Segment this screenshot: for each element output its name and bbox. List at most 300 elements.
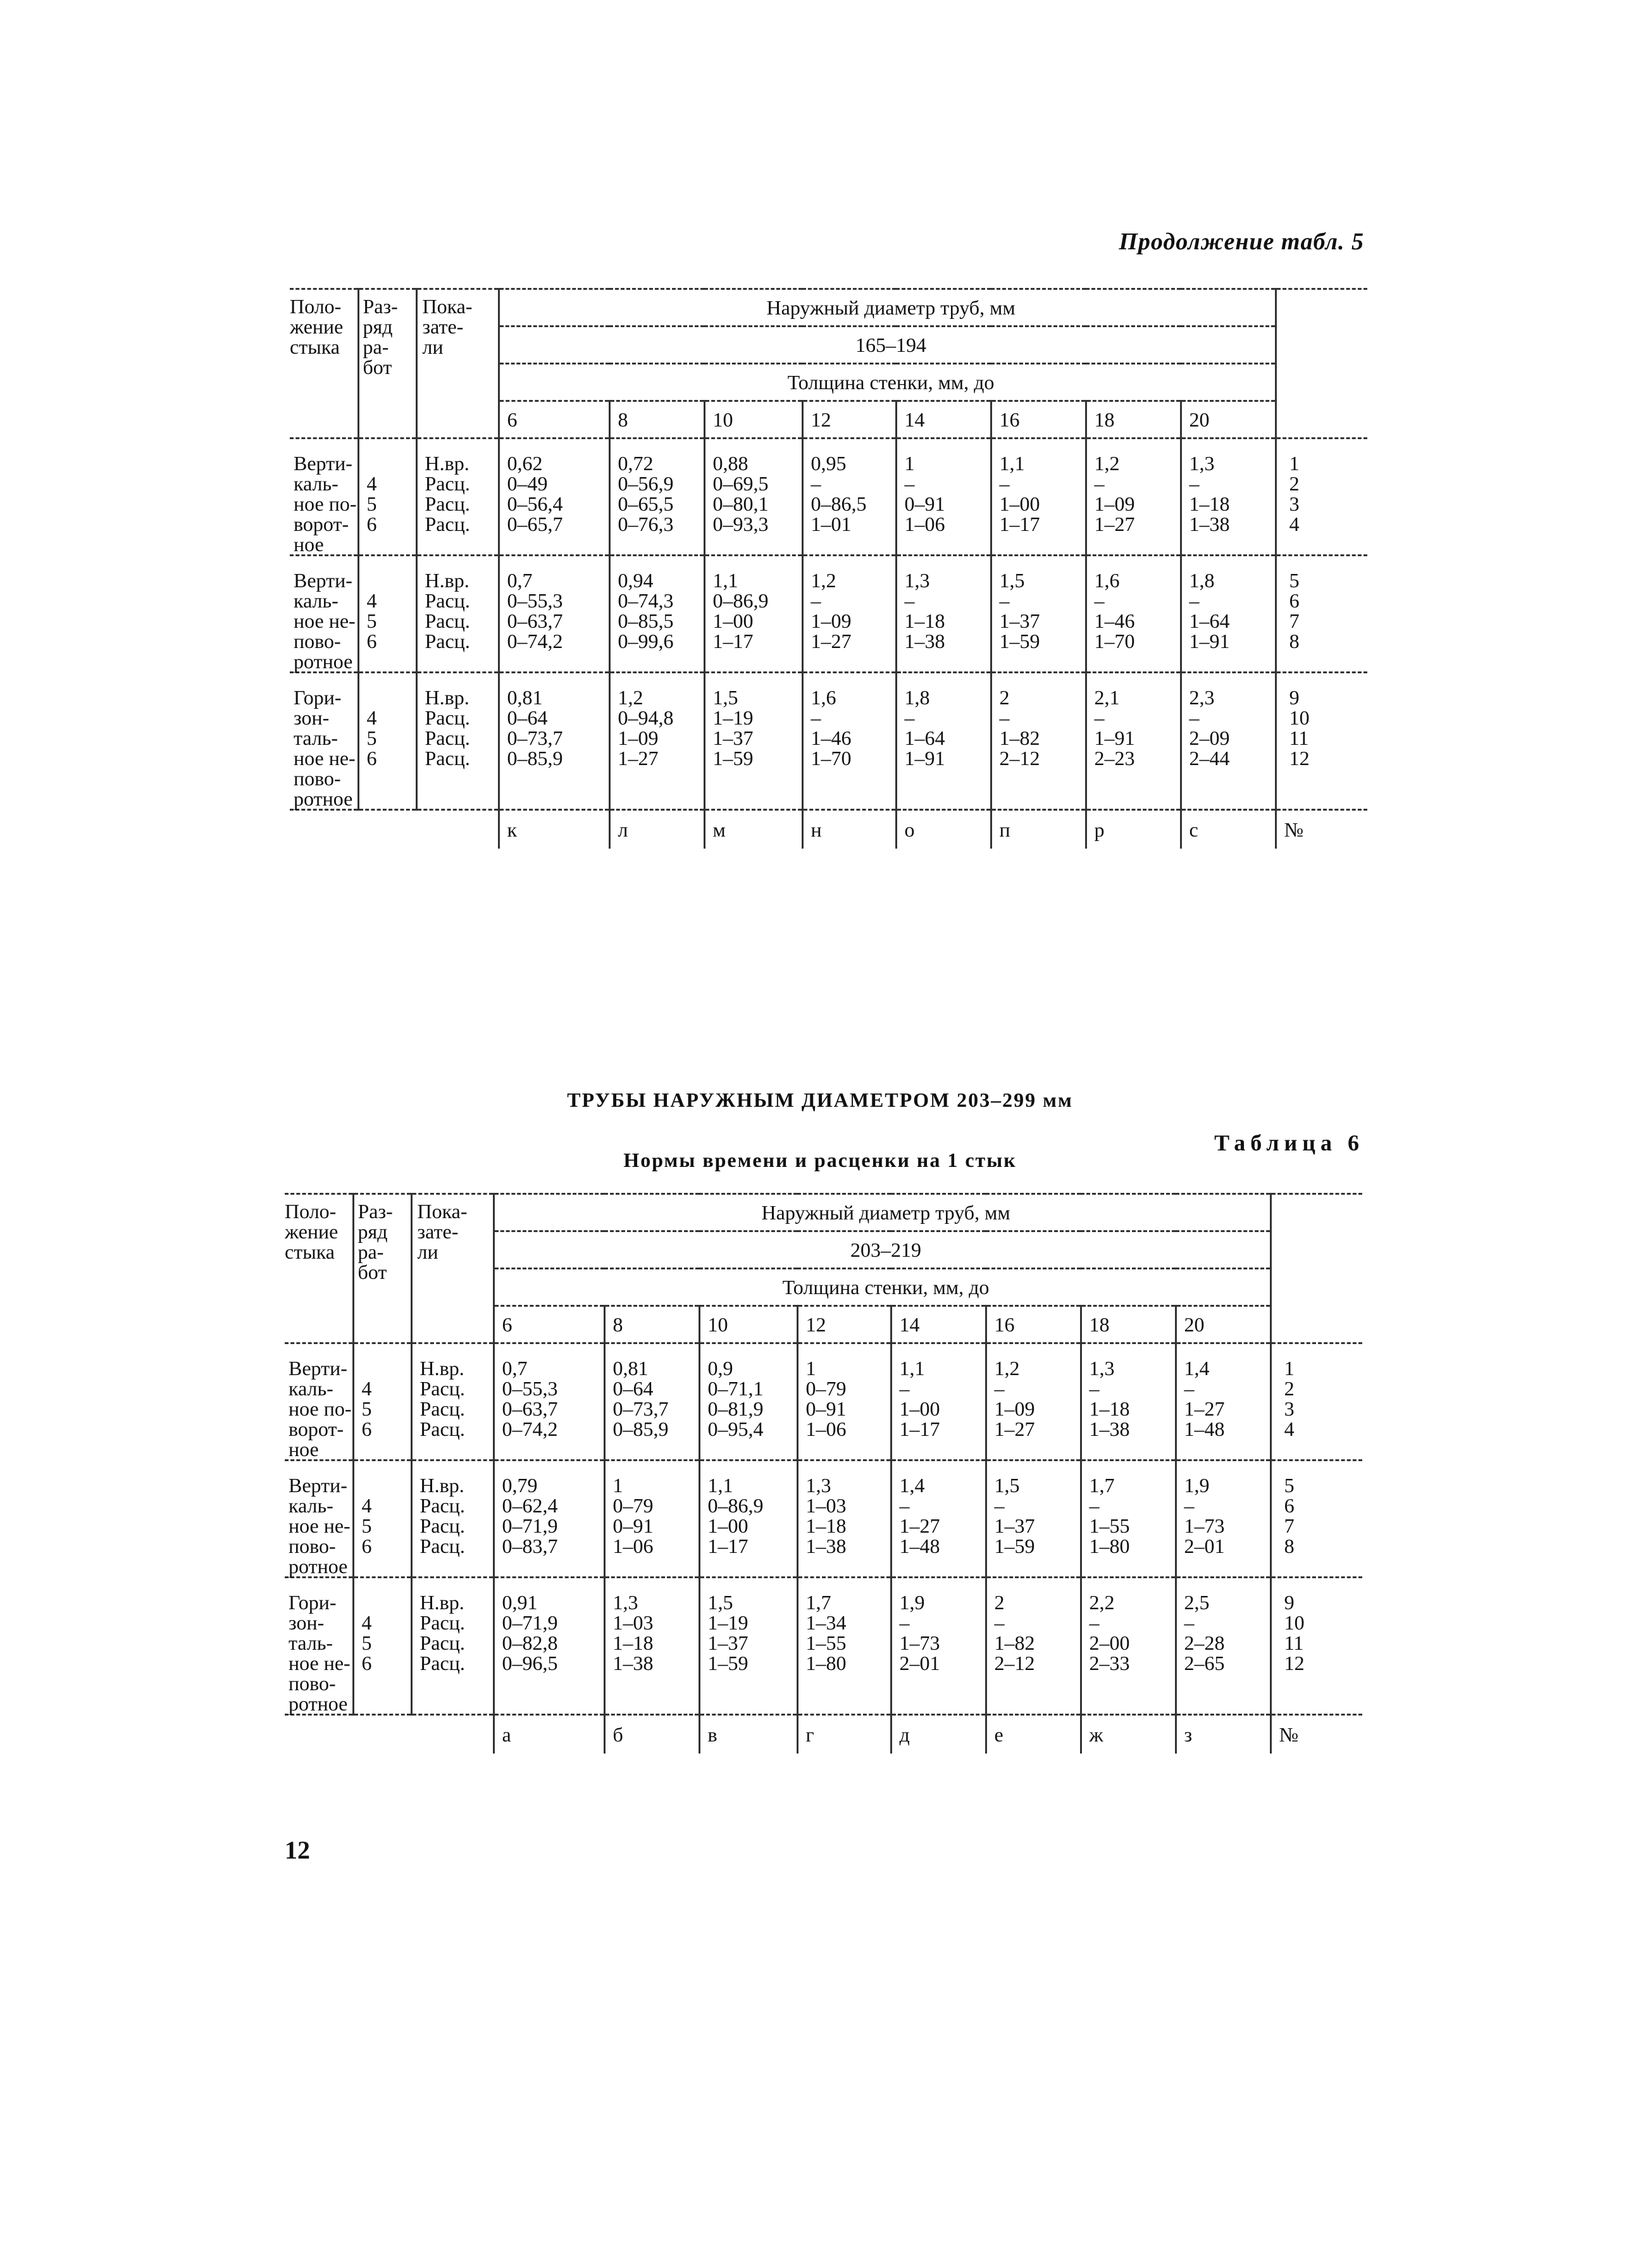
thickness-2 <box>699 1306 797 1343</box>
footer-letter-text: к <box>507 818 518 841</box>
text-line: 1–37 <box>707 1631 749 1654</box>
row-values <box>896 673 991 810</box>
text-line: ное не- <box>294 609 356 632</box>
continuation-label: Продолжение табл. 5 <box>1119 228 1364 255</box>
footer-letter <box>1176 1715 1270 1754</box>
text-line: ли <box>422 335 444 358</box>
text-line: 11 <box>1289 726 1309 749</box>
row-position <box>290 673 358 810</box>
text-line: 1–38 <box>612 1652 654 1674</box>
text-line: 1–38 <box>1089 1418 1130 1440</box>
text-line: 0–62,4 <box>502 1494 558 1517</box>
thickness-value: 16 <box>999 408 1020 431</box>
text-line: – <box>811 706 821 729</box>
text-line: 0–85,9 <box>507 747 563 770</box>
row-values <box>699 1578 797 1715</box>
row-indicators <box>411 1578 494 1715</box>
text-line: – <box>1184 1377 1195 1400</box>
thickness-value: 14 <box>899 1313 920 1336</box>
text-line: 1,2 <box>811 569 836 592</box>
footer-letter <box>797 1715 891 1754</box>
text-line: 0,9 <box>707 1357 733 1380</box>
text-line: – <box>994 1611 1005 1634</box>
row-values <box>991 556 1086 673</box>
text-line: 1,3 <box>1189 452 1215 475</box>
text-line: 0,88 <box>712 452 749 475</box>
row-values <box>604 1461 699 1578</box>
text-line: стыка <box>285 1240 335 1263</box>
text-line: Верти- <box>289 1357 347 1380</box>
text-line: Н.вр. <box>419 1357 464 1380</box>
text-line: 9 <box>1284 1591 1295 1614</box>
text-line: 1,3 <box>612 1591 638 1614</box>
text-line: 0–99,6 <box>618 630 674 652</box>
text-line: 1,1 <box>999 452 1025 475</box>
text-line: 7 <box>1284 1514 1295 1537</box>
footer-letter-text: в <box>707 1723 718 1746</box>
thickness-value: 14 <box>904 408 925 431</box>
text-line: 4 <box>361 1494 372 1517</box>
text-line: Пока- <box>417 1200 468 1223</box>
thickness-value: 10 <box>712 408 733 431</box>
row-values <box>704 556 802 673</box>
footer-letter-text: п <box>999 818 1010 841</box>
text-line: 0–65,5 <box>618 492 674 515</box>
text-line: 1–37 <box>712 726 754 749</box>
diameter-range-text: 165–194 <box>855 333 927 356</box>
footer-letter-text: л <box>618 818 628 841</box>
table-6-title: Нормы времени и расценки на 1 стык <box>623 1149 1017 1171</box>
row-values <box>986 1578 1081 1715</box>
row-values <box>891 1461 986 1578</box>
row-numbers <box>1276 556 1367 673</box>
text-line: 4 <box>366 472 377 495</box>
row-values <box>802 439 896 556</box>
text-line: 0–79 <box>612 1494 654 1517</box>
text-line: – <box>899 1377 910 1400</box>
text-line: 4 <box>366 706 377 729</box>
text-line: 1–19 <box>707 1611 749 1634</box>
header-position <box>290 289 358 439</box>
footer-letter-text: з <box>1184 1723 1193 1746</box>
text-line: 1–00 <box>899 1397 940 1420</box>
text-line: Пока- <box>422 295 473 318</box>
text-line: Расц. <box>425 492 470 515</box>
text-line: 1,5 <box>707 1591 733 1614</box>
text-line: 1–27 <box>811 630 852 652</box>
text-line: 0–83,7 <box>502 1535 558 1557</box>
footer-letter-text: н <box>811 818 822 841</box>
text-line: 1–19 <box>712 706 754 729</box>
row-values <box>1176 1461 1270 1578</box>
thickness-value: 6 <box>507 408 518 431</box>
row-grades <box>353 1461 411 1578</box>
thickness-3 <box>802 401 896 439</box>
row-grades <box>358 673 416 810</box>
text-line: 6 <box>366 630 377 652</box>
text-line: пово- <box>289 1535 336 1557</box>
text-line: Н.вр. <box>419 1474 464 1497</box>
text-line: 1–59 <box>712 747 754 770</box>
row-values <box>699 1461 797 1578</box>
text-line: 2 <box>994 1591 1005 1614</box>
thickness-5 <box>991 401 1086 439</box>
text-line: 2–12 <box>999 747 1040 770</box>
text-line: 6 <box>1284 1494 1295 1517</box>
text-line: 12 <box>1284 1652 1305 1674</box>
text-line: Расц. <box>425 726 470 749</box>
text-line: Н.вр. <box>425 452 469 475</box>
row-indicators <box>416 439 499 556</box>
diameter-range <box>494 1231 1270 1269</box>
row-values <box>499 556 609 673</box>
text-line: 2–01 <box>1184 1535 1225 1557</box>
text-line: зон- <box>289 1611 325 1634</box>
text-line: 2–65 <box>1184 1652 1225 1674</box>
text-line: Расц. <box>425 589 470 612</box>
footer-letter-text: е <box>994 1723 1003 1746</box>
text-line: 1,5 <box>999 569 1025 592</box>
text-line: 1–17 <box>707 1535 749 1557</box>
table-row <box>285 1578 1362 1715</box>
text-line: 0–91 <box>904 492 945 515</box>
row-numbers <box>1270 1343 1362 1461</box>
row-values <box>1176 1343 1270 1461</box>
text-line: 0–71,9 <box>502 1611 558 1634</box>
footer-letter <box>704 810 802 849</box>
text-line: 1–70 <box>811 747 852 770</box>
text-line: 0–74,2 <box>502 1418 558 1440</box>
text-line: 2,3 <box>1189 686 1215 709</box>
row-position <box>285 1578 353 1715</box>
text-line: 1,8 <box>904 686 930 709</box>
thickness-3 <box>797 1306 891 1343</box>
footer-letter <box>1181 810 1276 849</box>
row-values <box>1086 439 1181 556</box>
header-spacer <box>1270 1306 1362 1343</box>
text-line: 1,9 <box>1184 1474 1210 1497</box>
text-line: 2–23 <box>1094 747 1135 770</box>
text-line: каль- <box>294 589 339 612</box>
text-line: Раз- <box>363 295 398 318</box>
text-line: 0,62 <box>507 452 543 475</box>
text-line: 1–55 <box>1089 1514 1130 1537</box>
row-values <box>604 1343 699 1461</box>
row-values <box>609 556 704 673</box>
table-row <box>290 556 1367 673</box>
text-line: бот <box>363 356 392 378</box>
text-line: 5 <box>1289 569 1300 592</box>
row-indicators <box>416 556 499 673</box>
text-line: – <box>994 1494 1005 1517</box>
text-line: Н.вр. <box>425 686 469 709</box>
text-line: – <box>994 1377 1005 1400</box>
text-line: жение <box>285 1220 339 1243</box>
text-line: 0–65,7 <box>507 513 563 535</box>
text-line: 2–00 <box>1089 1631 1130 1654</box>
header-indicator <box>411 1194 494 1343</box>
text-line: 1–18 <box>904 609 945 632</box>
row-values <box>991 439 1086 556</box>
thickness-0 <box>499 401 609 439</box>
row-values <box>991 673 1086 810</box>
text-line: 2 <box>1284 1377 1295 1400</box>
text-line: 1–48 <box>899 1535 940 1557</box>
text-line <box>362 1358 411 1378</box>
row-grades <box>353 1578 411 1715</box>
text-line: 1–06 <box>612 1535 654 1557</box>
table-5 <box>290 288 1367 849</box>
header-grade <box>353 1194 411 1343</box>
row-values <box>499 673 609 810</box>
text-line: таль- <box>289 1631 333 1654</box>
text-line: 1–18 <box>612 1631 654 1654</box>
text-line: – <box>1094 706 1105 729</box>
footer-letter-text: с <box>1189 818 1198 841</box>
text-line: 0–71,1 <box>707 1377 764 1400</box>
text-line: 6 <box>366 747 377 770</box>
text-line: Поло- <box>290 295 342 318</box>
text-line: 1,6 <box>811 686 836 709</box>
text-line: 5 <box>1284 1474 1295 1497</box>
text-line: 0,95 <box>811 452 847 475</box>
footer-letter <box>986 1715 1081 1754</box>
text-line: 0–73,7 <box>507 726 563 749</box>
row-values <box>1181 556 1276 673</box>
text-line: 1,8 <box>1189 569 1215 592</box>
thickness-label-text: Толщина стенки, мм, до <box>787 371 995 394</box>
text-line: 12 <box>1289 747 1310 770</box>
row-numbers <box>1270 1461 1362 1578</box>
text-line: Верти- <box>289 1474 347 1497</box>
thickness-value: 10 <box>707 1313 728 1336</box>
thickness-label <box>499 364 1276 401</box>
thickness-1 <box>604 1306 699 1343</box>
text-line: Расц. <box>425 609 470 632</box>
text-line: 1,2 <box>618 686 643 709</box>
text-line: зате- <box>417 1220 459 1243</box>
text-line: 2,2 <box>1089 1591 1115 1614</box>
row-values <box>1086 673 1181 810</box>
text-line: пово- <box>294 767 341 790</box>
thickness-value: 16 <box>994 1313 1015 1336</box>
text-line: 0–74,3 <box>618 589 674 612</box>
text-line: – <box>899 1494 910 1517</box>
text-line: зон- <box>294 706 330 729</box>
text-line: Расц. <box>419 1535 465 1557</box>
text-line: 1,7 <box>1089 1474 1115 1497</box>
footer-no-text: № <box>1279 1723 1299 1746</box>
thickness-value: 20 <box>1184 1313 1205 1336</box>
row-position <box>290 556 358 673</box>
text-line: 1–80 <box>1089 1535 1130 1557</box>
text-line: 1–03 <box>612 1611 654 1634</box>
text-line: – <box>1094 589 1105 612</box>
text-line: 1–37 <box>994 1514 1035 1537</box>
diameter-range <box>499 327 1276 364</box>
text-line: 1,3 <box>805 1474 831 1497</box>
row-values <box>1081 1461 1176 1578</box>
text-line: – <box>1189 472 1200 495</box>
text-line: 1,5 <box>712 686 738 709</box>
text-line: 1–55 <box>805 1631 847 1654</box>
text-line: 4 <box>361 1377 372 1400</box>
row-values <box>494 1461 604 1578</box>
row-numbers <box>1270 1578 1362 1715</box>
text-line: 0,81 <box>612 1357 649 1380</box>
text-line: 1–27 <box>994 1418 1035 1440</box>
text-line: 1 <box>904 452 915 475</box>
text-line: – <box>811 472 821 495</box>
text-line: 1,3 <box>1089 1357 1115 1380</box>
footer-letter-text: б <box>612 1723 623 1746</box>
row-values <box>699 1343 797 1461</box>
row-values <box>896 439 991 556</box>
text-line: 1–70 <box>1094 630 1135 652</box>
table-row <box>285 1461 1362 1578</box>
text-line: 0–63,7 <box>502 1397 558 1420</box>
row-values <box>891 1578 986 1715</box>
text-line: 1–27 <box>899 1514 940 1537</box>
text-line: 1,4 <box>899 1474 925 1497</box>
thickness-6 <box>1086 401 1181 439</box>
text-line <box>362 1592 411 1612</box>
text-line: 2–28 <box>1184 1631 1225 1654</box>
text-line: 1–37 <box>999 609 1040 632</box>
row-values <box>896 556 991 673</box>
text-line: 2 <box>999 686 1010 709</box>
thickness-value: 12 <box>805 1313 826 1336</box>
text-line: 1–38 <box>904 630 945 652</box>
thickness-label-text: Толщина стенки, мм, до <box>782 1276 990 1299</box>
text-line: 1,5 <box>994 1474 1020 1497</box>
text-line: 0–82,8 <box>502 1631 558 1654</box>
row-values <box>1081 1343 1176 1461</box>
diameter-label-text: Наружный диаметр труб, мм <box>766 296 1016 319</box>
text-line: 5 <box>366 609 377 632</box>
text-line: Расц. <box>425 747 470 770</box>
text-line: 1–59 <box>707 1652 749 1674</box>
text-line: ротное <box>294 650 353 673</box>
text-line <box>367 570 416 590</box>
thickness-value: 20 <box>1189 408 1210 431</box>
row-values <box>986 1461 1081 1578</box>
text-line: 1–64 <box>1189 609 1230 632</box>
footer-letter-text: р <box>1094 818 1105 841</box>
text-line: 1–91 <box>1094 726 1135 749</box>
text-line: 1–91 <box>904 747 945 770</box>
footer-no <box>1270 1715 1362 1754</box>
text-line: 0,7 <box>507 569 533 592</box>
text-line: 0–55,3 <box>502 1377 558 1400</box>
thickness-7 <box>1176 1306 1270 1343</box>
diameter-label <box>494 1194 1270 1231</box>
text-line: 0–56,9 <box>618 472 674 495</box>
text-line: ряд <box>363 315 393 338</box>
text-line: – <box>1184 1611 1195 1634</box>
text-line: 5 <box>366 726 377 749</box>
text-line: 1–46 <box>1094 609 1135 632</box>
text-line: ное по- <box>289 1397 352 1420</box>
text-line: 1–01 <box>811 513 852 535</box>
text-line: зате- <box>422 315 464 338</box>
text-line: ворот- <box>289 1418 344 1440</box>
text-line: жение <box>290 315 344 338</box>
text-line: 1–06 <box>904 513 945 535</box>
text-line: Расц. <box>425 630 470 652</box>
text-line: 0,79 <box>502 1474 538 1497</box>
footer-letter <box>891 1715 986 1754</box>
thickness-1 <box>609 401 704 439</box>
footer-letter <box>896 810 991 849</box>
text-line: Расц. <box>419 1631 465 1654</box>
row-values <box>1181 439 1276 556</box>
header-indicator <box>416 289 499 439</box>
text-line: 1–38 <box>805 1535 847 1557</box>
text-line: 1–18 <box>1189 492 1230 515</box>
text-line: 1–27 <box>1184 1397 1225 1420</box>
text-line: 0–93,3 <box>712 513 769 535</box>
text-line: ное <box>289 1438 319 1461</box>
footer-letter <box>494 1715 604 1754</box>
row-values <box>891 1343 986 1461</box>
text-line: 7 <box>1289 609 1300 632</box>
footer-letter <box>1086 810 1181 849</box>
text-line: 1,9 <box>899 1591 925 1614</box>
text-line: 6 <box>361 1418 372 1440</box>
text-line: бот <box>357 1261 387 1283</box>
thickness-value: 12 <box>811 408 831 431</box>
text-line: 0–86,5 <box>811 492 867 515</box>
footer-letter <box>499 810 609 849</box>
thickness-value: 18 <box>1094 408 1115 431</box>
thickness-6 <box>1081 1306 1176 1343</box>
text-line <box>362 1475 411 1495</box>
text-line: 1–64 <box>904 726 945 749</box>
text-line: Раз- <box>357 1200 393 1223</box>
row-indicators <box>411 1343 494 1461</box>
text-line: 1–34 <box>805 1611 847 1634</box>
text-line: ное не- <box>289 1652 351 1674</box>
text-line: 1–00 <box>707 1514 749 1537</box>
diameter-range-text: 203–219 <box>850 1238 922 1261</box>
text-line: 0–96,5 <box>502 1652 558 1674</box>
text-line: 1–91 <box>1189 630 1230 652</box>
text-line: – <box>1089 1494 1100 1517</box>
text-line: 1–80 <box>805 1652 847 1674</box>
text-line: Гори- <box>289 1591 337 1614</box>
text-line: 5 <box>366 492 377 515</box>
thickness-4 <box>891 1306 986 1343</box>
text-line: 4 <box>1284 1418 1295 1440</box>
text-line: 1,7 <box>805 1591 831 1614</box>
text-line: 0–94,8 <box>618 706 674 729</box>
text-line: 0–73,7 <box>612 1397 669 1420</box>
footer-letter <box>991 810 1086 849</box>
text-line: – <box>904 706 915 729</box>
text-line: 1–03 <box>805 1494 847 1517</box>
table-6-label: Таблица 6 <box>1214 1130 1364 1156</box>
text-line: 0–74,2 <box>507 630 563 652</box>
text-line: 0,81 <box>507 686 543 709</box>
header-spacer <box>1270 1194 1362 1231</box>
text-line: 1–18 <box>805 1514 847 1537</box>
text-line: – <box>1189 706 1200 729</box>
text-line: пово- <box>289 1672 336 1695</box>
text-line: 1,6 <box>1094 569 1120 592</box>
text-line: 0–64 <box>612 1377 654 1400</box>
text-line: Верти- <box>294 452 352 475</box>
